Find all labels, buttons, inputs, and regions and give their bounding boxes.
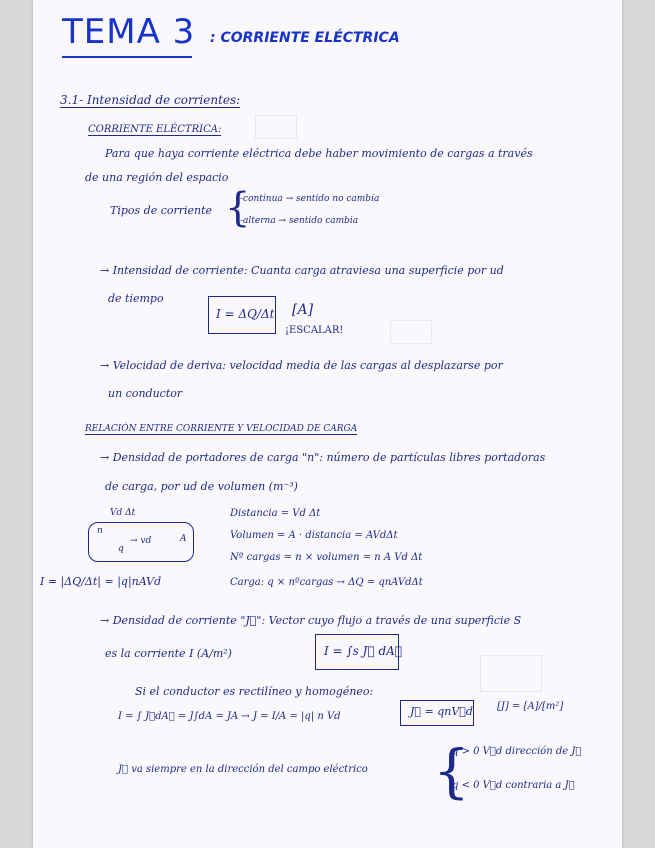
intensidad-line2: de tiempo — [108, 292, 164, 305]
j-units: [J] = [A]/[m²] — [497, 701, 564, 712]
densidad-chain: I = ∫ J⃗dA⃗ = J∫dA = JA → J = I/A = |q| n Vd — [118, 711, 341, 722]
relacion-line2: de carga, por ud de volumen (m⁻³) — [105, 480, 298, 493]
eq-volumen: Volumen = A · distancia = AVdΔt — [230, 530, 398, 541]
relacion-heading: RELACIÓN ENTRE CORRIENTE Y VELOCIDAD DE CARGA — [85, 424, 358, 434]
section-heading: 3.1- Intensidad de corrientes: — [60, 93, 241, 107]
page-title: TEMA 3 — [62, 12, 196, 52]
relacion-line1: → Densidad de portadores de carga "n": número de partículas libres portadoras — [100, 451, 546, 464]
densidad-line2: es la corriente I (A/m²) — [105, 647, 232, 660]
densidad-line1: → Densidad de corriente "J⃗": Vector cuyo flujo a través de una superficie S — [100, 614, 522, 627]
intensidad-formula: I = ΔQ/Δt — [216, 307, 275, 321]
case-positive: q > 0 V⃗d dirección de J⃗ — [452, 746, 582, 757]
tipo-alterna: -alterna → sentido cambia — [240, 216, 359, 226]
densidad-formula: I = ∫s J⃗ dA⃗ — [324, 644, 403, 658]
direction-line: J⃗ va siempre en la dirección del campo eléctrico — [118, 764, 368, 775]
tipo-continua: -continua → sentido no cambia — [240, 194, 380, 204]
eq-distancia: Distancia = Vd Δt — [230, 508, 321, 519]
title-underline — [62, 56, 192, 58]
intensidad-line1: → Intensidad de corriente: Cuanta carga atraviesa una superficie por ud — [100, 264, 504, 277]
intensidad-unit: [A] — [292, 302, 314, 318]
corriente-heading: CORRIENTE ELÉCTRICA: — [88, 124, 222, 135]
tipos-label: Tipos de corriente — [110, 204, 213, 217]
diagram-vd: → vd — [130, 536, 152, 546]
escalar-note: ¡ESCALAR! — [285, 325, 344, 336]
cases-brace: { — [433, 737, 470, 805]
rectilineo-line: Si el conductor es rectilíneo y homogéneo: — [135, 685, 374, 698]
diagram-area: A — [180, 534, 187, 544]
eq-ncargas: Nº cargas = n × volumen = n A Vd Δt — [230, 552, 423, 563]
diagram-n: n — [97, 526, 103, 536]
corriente-line2: de una región del espacio — [85, 171, 229, 184]
diagram-vd-dt: Vd Δt — [110, 508, 136, 518]
diagram-q: q — [118, 544, 124, 554]
current-result: I = |ΔQ/Δt| = |q|nAVd — [40, 575, 162, 588]
bleed-through-mark — [255, 115, 297, 139]
page-subtitle: : CORRIENTE ELÉCTRICA — [210, 30, 400, 46]
corriente-line1: Para que haya corriente eléctrica debe haber movimiento de cargas a través — [105, 147, 533, 160]
case-negative: q < 0 V⃗d contraria a J⃗ — [452, 780, 575, 791]
bleed-through-mark — [480, 655, 542, 692]
bleed-through-mark — [390, 320, 432, 344]
velocidad-line2: un conductor — [108, 387, 183, 400]
eq-carga: Carga: q × nºcargas → ΔQ = qnAVdΔt — [230, 577, 423, 588]
velocidad-line1: → Velocidad de deriva: velocidad media de las cargas al desplazarse por — [100, 359, 503, 372]
tipos-brace: { — [225, 185, 251, 231]
j-formula: J⃗ = qnV⃗d — [410, 705, 473, 718]
